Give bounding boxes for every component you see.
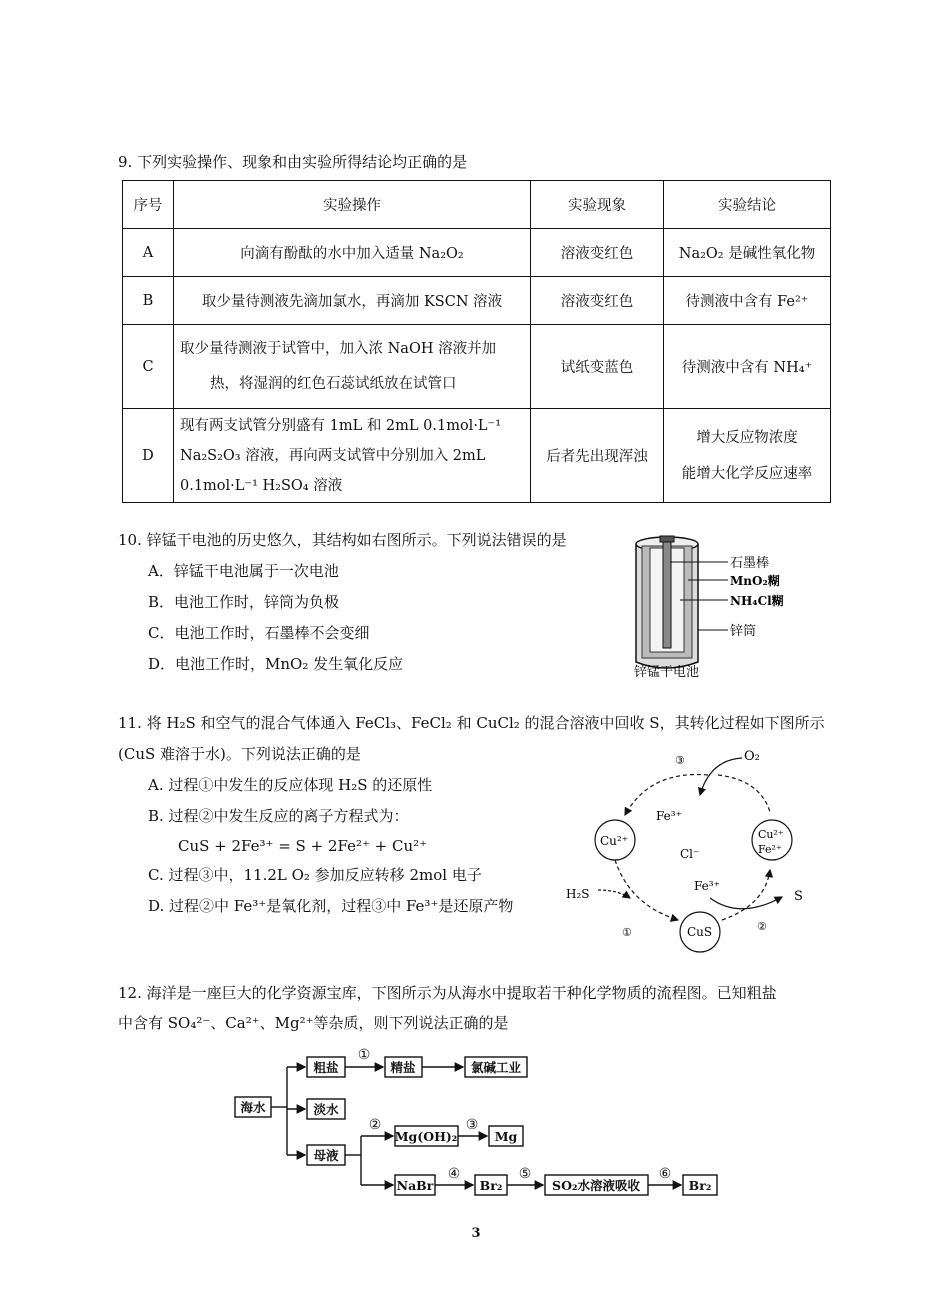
table-row — [123, 325, 831, 409]
q10-option-a: A．锌锰干电池属于一次电池 — [148, 562, 339, 580]
fe-right-label: Fe²⁺ — [758, 843, 782, 856]
step6-label: ⑥ — [658, 1166, 672, 1182]
step1-label: ① — [622, 926, 632, 939]
row-conclusion — [664, 409, 831, 503]
op-line: Na₂S₂O₃ 溶液，再向两支试管中分别加入 2mL — [180, 447, 486, 464]
row-operation: 向滴有酚酞的水中加入适量 Na₂O₂ — [174, 229, 531, 277]
s-arrow — [710, 897, 782, 909]
label-zinc-can: 锌筒 — [730, 624, 757, 639]
row-conclusion: Na₂O₂ 是碱性氧化物 — [664, 229, 831, 277]
q11-option-d: D. 过程②中 Fe³⁺是氧化剂，过程③中 Fe³⁺是还原产物 — [148, 897, 514, 915]
page-number: 3 — [471, 1226, 481, 1241]
row-phenomenon: 溶液变红色 — [531, 229, 664, 277]
label-refined-salt: 精盐 — [390, 1060, 416, 1075]
rod-cap — [660, 536, 674, 542]
cu-label: Cu²⁺ — [600, 834, 629, 848]
label-br2-a: Br₂ — [479, 1178, 503, 1193]
fe3-top-label: Fe³⁺ — [656, 809, 682, 823]
concl-line: 能增大化学反应速率 — [681, 465, 813, 482]
row-phenomenon: 试纸变蓝色 — [531, 325, 664, 409]
row-operation — [174, 409, 531, 503]
label-so2-absorb: SO₂水溶液吸收 — [552, 1178, 640, 1193]
op-line: 取少量待测液于试管中，加入浓 NaOH 溶液并加 — [180, 340, 497, 357]
row-phenomenon: 后者先出现浑浊 — [531, 409, 664, 503]
label-chlor-alkali: 氯碱工业 — [470, 1060, 522, 1075]
graphite-rod — [663, 538, 671, 648]
header-phenomenon: 实验现象 — [531, 181, 664, 229]
q11-equation: CuS + 2Fe³⁺ = S + 2Fe²⁺ + Cu²⁺ — [178, 837, 428, 855]
arc-step1 — [615, 860, 678, 920]
row-conclusion: 待测液中含有 NH₄⁺ — [664, 325, 831, 409]
figure-caption: 锌锰干电池 — [634, 665, 700, 680]
cu-right-label: Cu²⁺ — [758, 828, 784, 841]
q10-option-b: B．电池工作时，锌筒为负极 — [148, 593, 340, 611]
row-operation — [174, 325, 531, 409]
step3-label: ③ — [465, 1117, 479, 1133]
row-operation: 取少量待测液先滴加氯水，再滴加 KSCN 溶液 — [174, 277, 531, 325]
label-seawater: 海水 — [240, 1100, 266, 1115]
q11-option-b: B. 过程②中发生反应的离子方程式为： — [148, 807, 409, 825]
label-nabr: NaBr — [396, 1178, 434, 1193]
table-header-row — [123, 181, 831, 229]
step4-label: ④ — [447, 1166, 461, 1182]
q10-option-d: D．电池工作时，MnO₂ 发生氧化反应 — [148, 655, 404, 673]
table-row — [123, 277, 831, 325]
row-id: B — [123, 277, 174, 325]
row-phenomenon: 溶液变红色 — [531, 277, 664, 325]
header-id: 序号 — [123, 181, 174, 229]
row-id: A — [123, 229, 174, 277]
seawater-flowchart — [225, 1045, 735, 1205]
cus-label: CuS — [687, 925, 713, 939]
row-id: C — [123, 325, 174, 409]
step2-label: ② — [368, 1117, 382, 1133]
arc-step2 — [722, 870, 770, 920]
q12-stem-line1: 12. 海洋是一座巨大的化学资源宝库，下图所示为从海水中提取若干种化学物质的流程图。已知粗盐 — [118, 984, 777, 1002]
op-line: 0.1mol·L⁻¹ H₂SO₄ 溶液 — [180, 477, 343, 494]
row-conclusion: 待测液中含有 Fe²⁺ — [664, 277, 831, 325]
step2-label: ② — [757, 920, 767, 933]
label-br2-b: Br₂ — [688, 1178, 712, 1193]
header-conclusion: 实验结论 — [664, 181, 831, 229]
q10-option-c: C．电池工作时，石墨棒不会变细 — [148, 624, 370, 642]
s-label: S — [794, 889, 803, 904]
cycle-diagram — [560, 740, 820, 955]
concl-line: 增大反应物浓度 — [696, 429, 798, 446]
h2s-label: H₂S — [566, 887, 590, 901]
dry-cell-figure — [626, 532, 801, 684]
label-crude-salt: 粗盐 — [313, 1060, 339, 1075]
op-line: 现有两支试管分别盛有 1mL 和 2mL 0.1mol·L⁻¹ — [180, 417, 502, 434]
arc-top-right — [718, 775, 770, 812]
q10-stem: 10. 锌锰干电池的历史悠久，其结构如右图所示。下列说法错误的是 — [118, 531, 567, 549]
fe3-bottom-label: Fe³⁺ — [694, 879, 720, 893]
cl-label: Cl⁻ — [680, 847, 700, 861]
step5-label: ⑤ — [518, 1166, 532, 1182]
o2-arrow — [700, 758, 742, 795]
q11-option-c: C. 过程③中，11.2L O₂ 参加反应转移 2mol 电子 — [148, 866, 482, 884]
table-row — [123, 409, 831, 503]
row-id: D — [123, 409, 174, 503]
o2-label: O₂ — [744, 749, 760, 764]
table-row — [123, 229, 831, 277]
label-nh4cl: NH₄Cl糊 — [730, 594, 784, 608]
label-graphite-rod: 石墨棒 — [730, 556, 770, 571]
q11-stem-line1: 11. 将 H₂S 和空气的混合气体通入 FeCl₃、FeCl₂ 和 CuCl₂ 的混合溶液中回收 S，其转化过程如下图所示 — [118, 714, 825, 732]
label-mg: Mg — [494, 1129, 518, 1144]
h2s-arrow — [598, 890, 630, 898]
q9-table — [122, 180, 831, 503]
q11-option-a: A. 过程①中发生的反应体现 H₂S 的还原性 — [148, 776, 433, 794]
step1-label: ① — [357, 1047, 371, 1063]
q12-stem-line2: 中含有 SO₄²⁻、Ca²⁺、Mg²⁺等杂质，则下列说法正确的是 — [118, 1014, 509, 1032]
label-mother-liquor: 母液 — [313, 1148, 339, 1163]
label-mno2: MnO₂糊 — [730, 574, 780, 588]
q9-stem: 9. 下列实验操作、现象和由实验所得结论均正确的是 — [118, 153, 468, 171]
op-line: 热，将湿润的红色石蕊试纸放在试管口 — [210, 375, 457, 392]
header-operation: 实验操作 — [174, 181, 531, 229]
label-fresh-water: 淡水 — [313, 1102, 339, 1117]
label-mgoh2: Mg(OH)₂ — [394, 1129, 458, 1144]
step3-label: ③ — [675, 754, 685, 767]
q11-stem-line2: (CuS 难溶于水)。下列说法正确的是 — [118, 745, 361, 763]
